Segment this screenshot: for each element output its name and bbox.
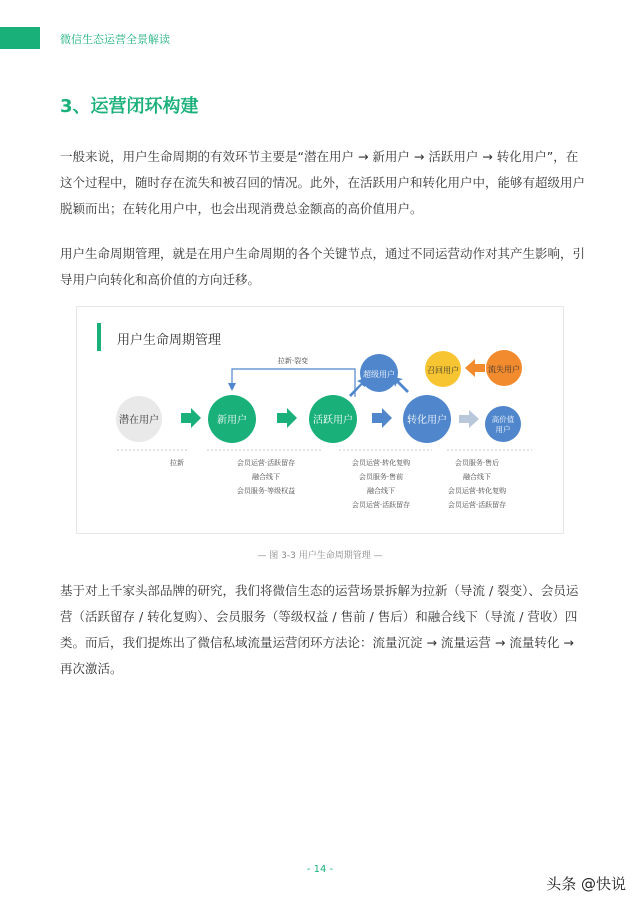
node-active-label: 活跃用户 <box>313 415 353 426</box>
lifecycle-figure <box>76 306 564 534</box>
figure-title: 用户生命周期管理 <box>117 333 222 348</box>
node-high-value-label-1: 高价值 <box>491 415 515 424</box>
stage3-note-3: 融合线下 <box>367 487 395 495</box>
header-title: 微信生态运营全景解读 <box>60 33 170 46</box>
stage4-note-1: 会员服务·售后 <box>454 459 500 467</box>
watermark: 头条 @快说 <box>546 875 626 893</box>
stage3-note-2: 会员服务·售前 <box>358 473 404 481</box>
node-lost-label: 流失用户 <box>488 365 520 374</box>
paragraph-2: 用户生命周期管理，就是在用户生命周期的各个关键节点，通过不同运营动作对其产生影响，引导用户向转化和高价值的方向迁移。 <box>60 246 586 287</box>
loop-arrow <box>232 369 355 397</box>
arrow-potential-to-new <box>181 408 201 428</box>
section-heading: 3、运营闭环构建 <box>60 96 199 117</box>
node-super-label: 超级用户 <box>363 370 395 379</box>
stage4-note-2: 融合线下 <box>463 473 491 481</box>
stage2-note-3: 会员服务·等级权益 <box>236 487 296 495</box>
node-new-label: 新用户 <box>217 415 247 426</box>
stage4-note-4: 会员运营·活跃留存 <box>447 501 507 509</box>
stage4-note-3: 会员运营·转化复购 <box>447 487 507 495</box>
node-potential-label: 潜在用户 <box>119 415 159 426</box>
stage3-note-1: 会员运营·转化复购 <box>351 459 411 467</box>
stage2-note-2: 融合线下 <box>252 473 280 481</box>
node-recall-label: 召回用户 <box>427 366 459 375</box>
loop-label: 拉新·裂变 <box>277 357 309 365</box>
stage3-note-4: 会员运营·活跃留存 <box>351 501 411 509</box>
loop-arrowhead <box>228 383 236 391</box>
node-high-value-label-2: 用户 <box>495 425 511 434</box>
stage2-note-1: 会员运营·活跃留存 <box>236 459 296 467</box>
arrow-new-to-active <box>277 408 297 428</box>
paragraph-1: 一般来说，用户生命周期的有效环节主要是“潜在用户 → 新用户 → 活跃用户 → 转化用户”，在这个过程中，随时存在流失和被召回的情况。此外，在活跃用户和转化用户中，能够有超级用户脱颖而出；在转化用户中，也会出现消费总金额高的高价值用户。 <box>60 149 586 216</box>
arrow-active-to-converted <box>372 408 392 428</box>
page-number: - 14 - <box>306 864 334 875</box>
paragraph-3: 基于对上千家头部品牌的研究，我们将微信生态的运营场景拆解为拉新（导流 / 裂变）、会员运营（活跃留存 / 转化复购）、会员服务（等级权益 / 售前 / 售后）和融合线下（导流 / 营收）四类。而后，我们提炼出了微信私域流量运营闭环方法论：流量沉淀 → 流量运营 → 流量转化 → 再次激活。 <box>60 583 579 676</box>
node-high-value-user <box>485 406 521 442</box>
figure-caption: — 图 3-3 用户生命周期管理 — <box>257 551 383 561</box>
stage1-note-1: 拉新 <box>170 459 184 467</box>
arrow-converted-to-highvalue <box>459 410 479 428</box>
header-accent-bar <box>0 27 40 49</box>
lifecycle-diagram <box>77 307 563 533</box>
arrow-lost-to-recall <box>465 359 485 377</box>
node-converted-label: 转化用户 <box>407 415 447 426</box>
